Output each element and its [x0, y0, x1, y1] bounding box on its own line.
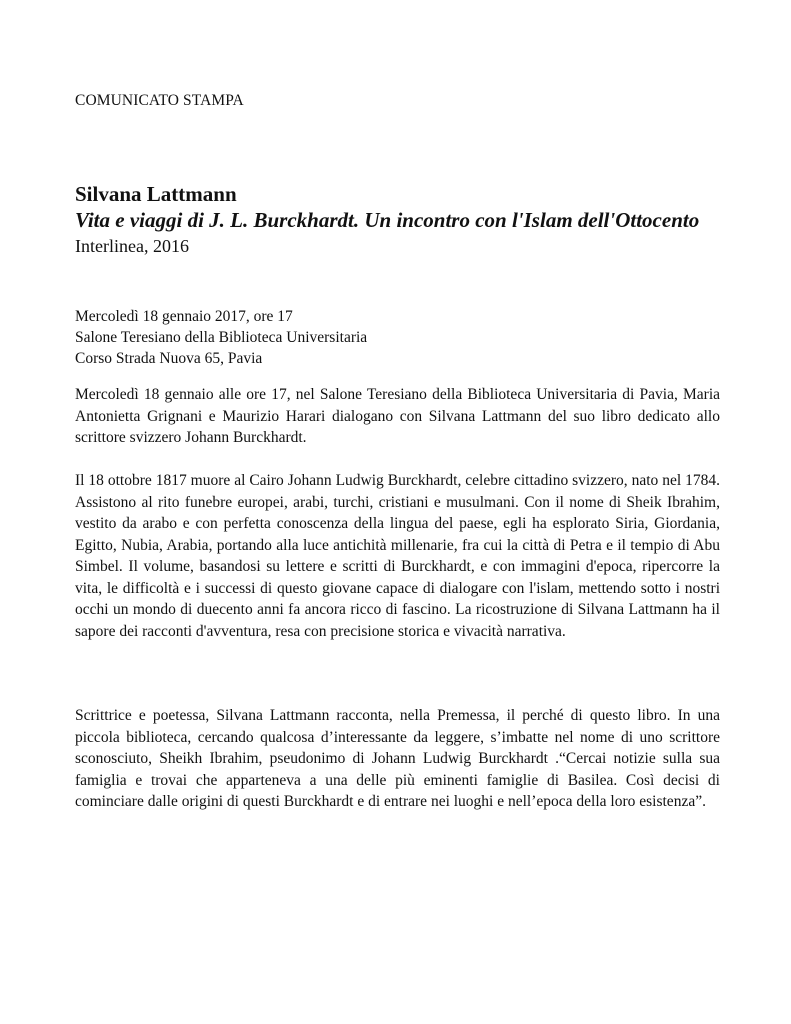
publisher-info: Interlinea, 2016	[75, 236, 189, 256]
author-name: Silvana Lattmann	[75, 182, 237, 206]
event-details	[75, 306, 367, 369]
paragraph-intro: Mercoledì 18 gennaio alle ore 17, nel Salone Teresiano della Biblioteca Universitaria di Pavia, Maria Antonietta Grignani e Maurizio Harari dialogano con Silvana Lattmann del suo libro dedicato allo scrittore svizzero Johann Burckhardt.	[75, 386, 720, 446]
paragraph-biography: Il 18 ottobre 1817 muore al Cairo Johann Ludwig Burckhardt, celebre cittadino svizzero, nato nel 1784. Assistono al rito funebre europei, arabi, turchi, cristiani e musulmani. Con il nome di Sheik Ibrahim, vestito da arabo e con perfetta conoscenza della lingua del paese, egli ha esplorato Siria, Giordania, Egitto, Nubia, Arabia, portando alla luce antichità millenarie, fra cui la città di Petra e il tempio di Abu Simbel. Il volume, basandosi su lettere e scritti di Burckhardt, e con immagini d'epoca, ripercorre la vita, le difficoltà e i successi di questo giovane capace di dialogare con l'islam, mettendo sotto i nostri occhi un mondo di duecento anni fa ancora ricco di fascino. La ricostruzione di Silvana Lattmann ha il sapore dei racconti d'avventura, resa con precisione storica e vivacità narrativa.	[75, 472, 720, 640]
event-address: Corso Strada Nuova 65, Pavia	[75, 350, 263, 367]
event-venue: Salone Teresiano della Biblioteca Universitaria	[75, 329, 368, 346]
press-release-header: COMUNICATO STAMPA	[75, 92, 244, 109]
event-date: Mercoledì 18 gennaio 2017, ore 17	[75, 308, 293, 325]
title-block	[75, 181, 720, 259]
book-title: Vita e viaggi di J. L. Burckhardt. Un incontro con l'Islam dell'Ottocento	[75, 208, 700, 232]
paragraph-premessa: Scrittrice e poetessa, Silvana Lattmann racconta, nella Premessa, il perché di questo libro. In una piccola biblioteca, cercando qualcosa d’interessante da leggere, s’imbatte nel nome di uno scrittore sconosciuto, Sheikh Ibrahim, pseudonimo di Johann Ludwig Burckhardt .“Cercai notizie sulla sua famiglia e trovai che apparteneva a una delle più eminenti famiglie di Basilea. Così decisi di cominciare dalle origini di questi Burckhardt e di entrare nei luoghi e nell’epoca della loro esistenza”.	[75, 707, 720, 810]
